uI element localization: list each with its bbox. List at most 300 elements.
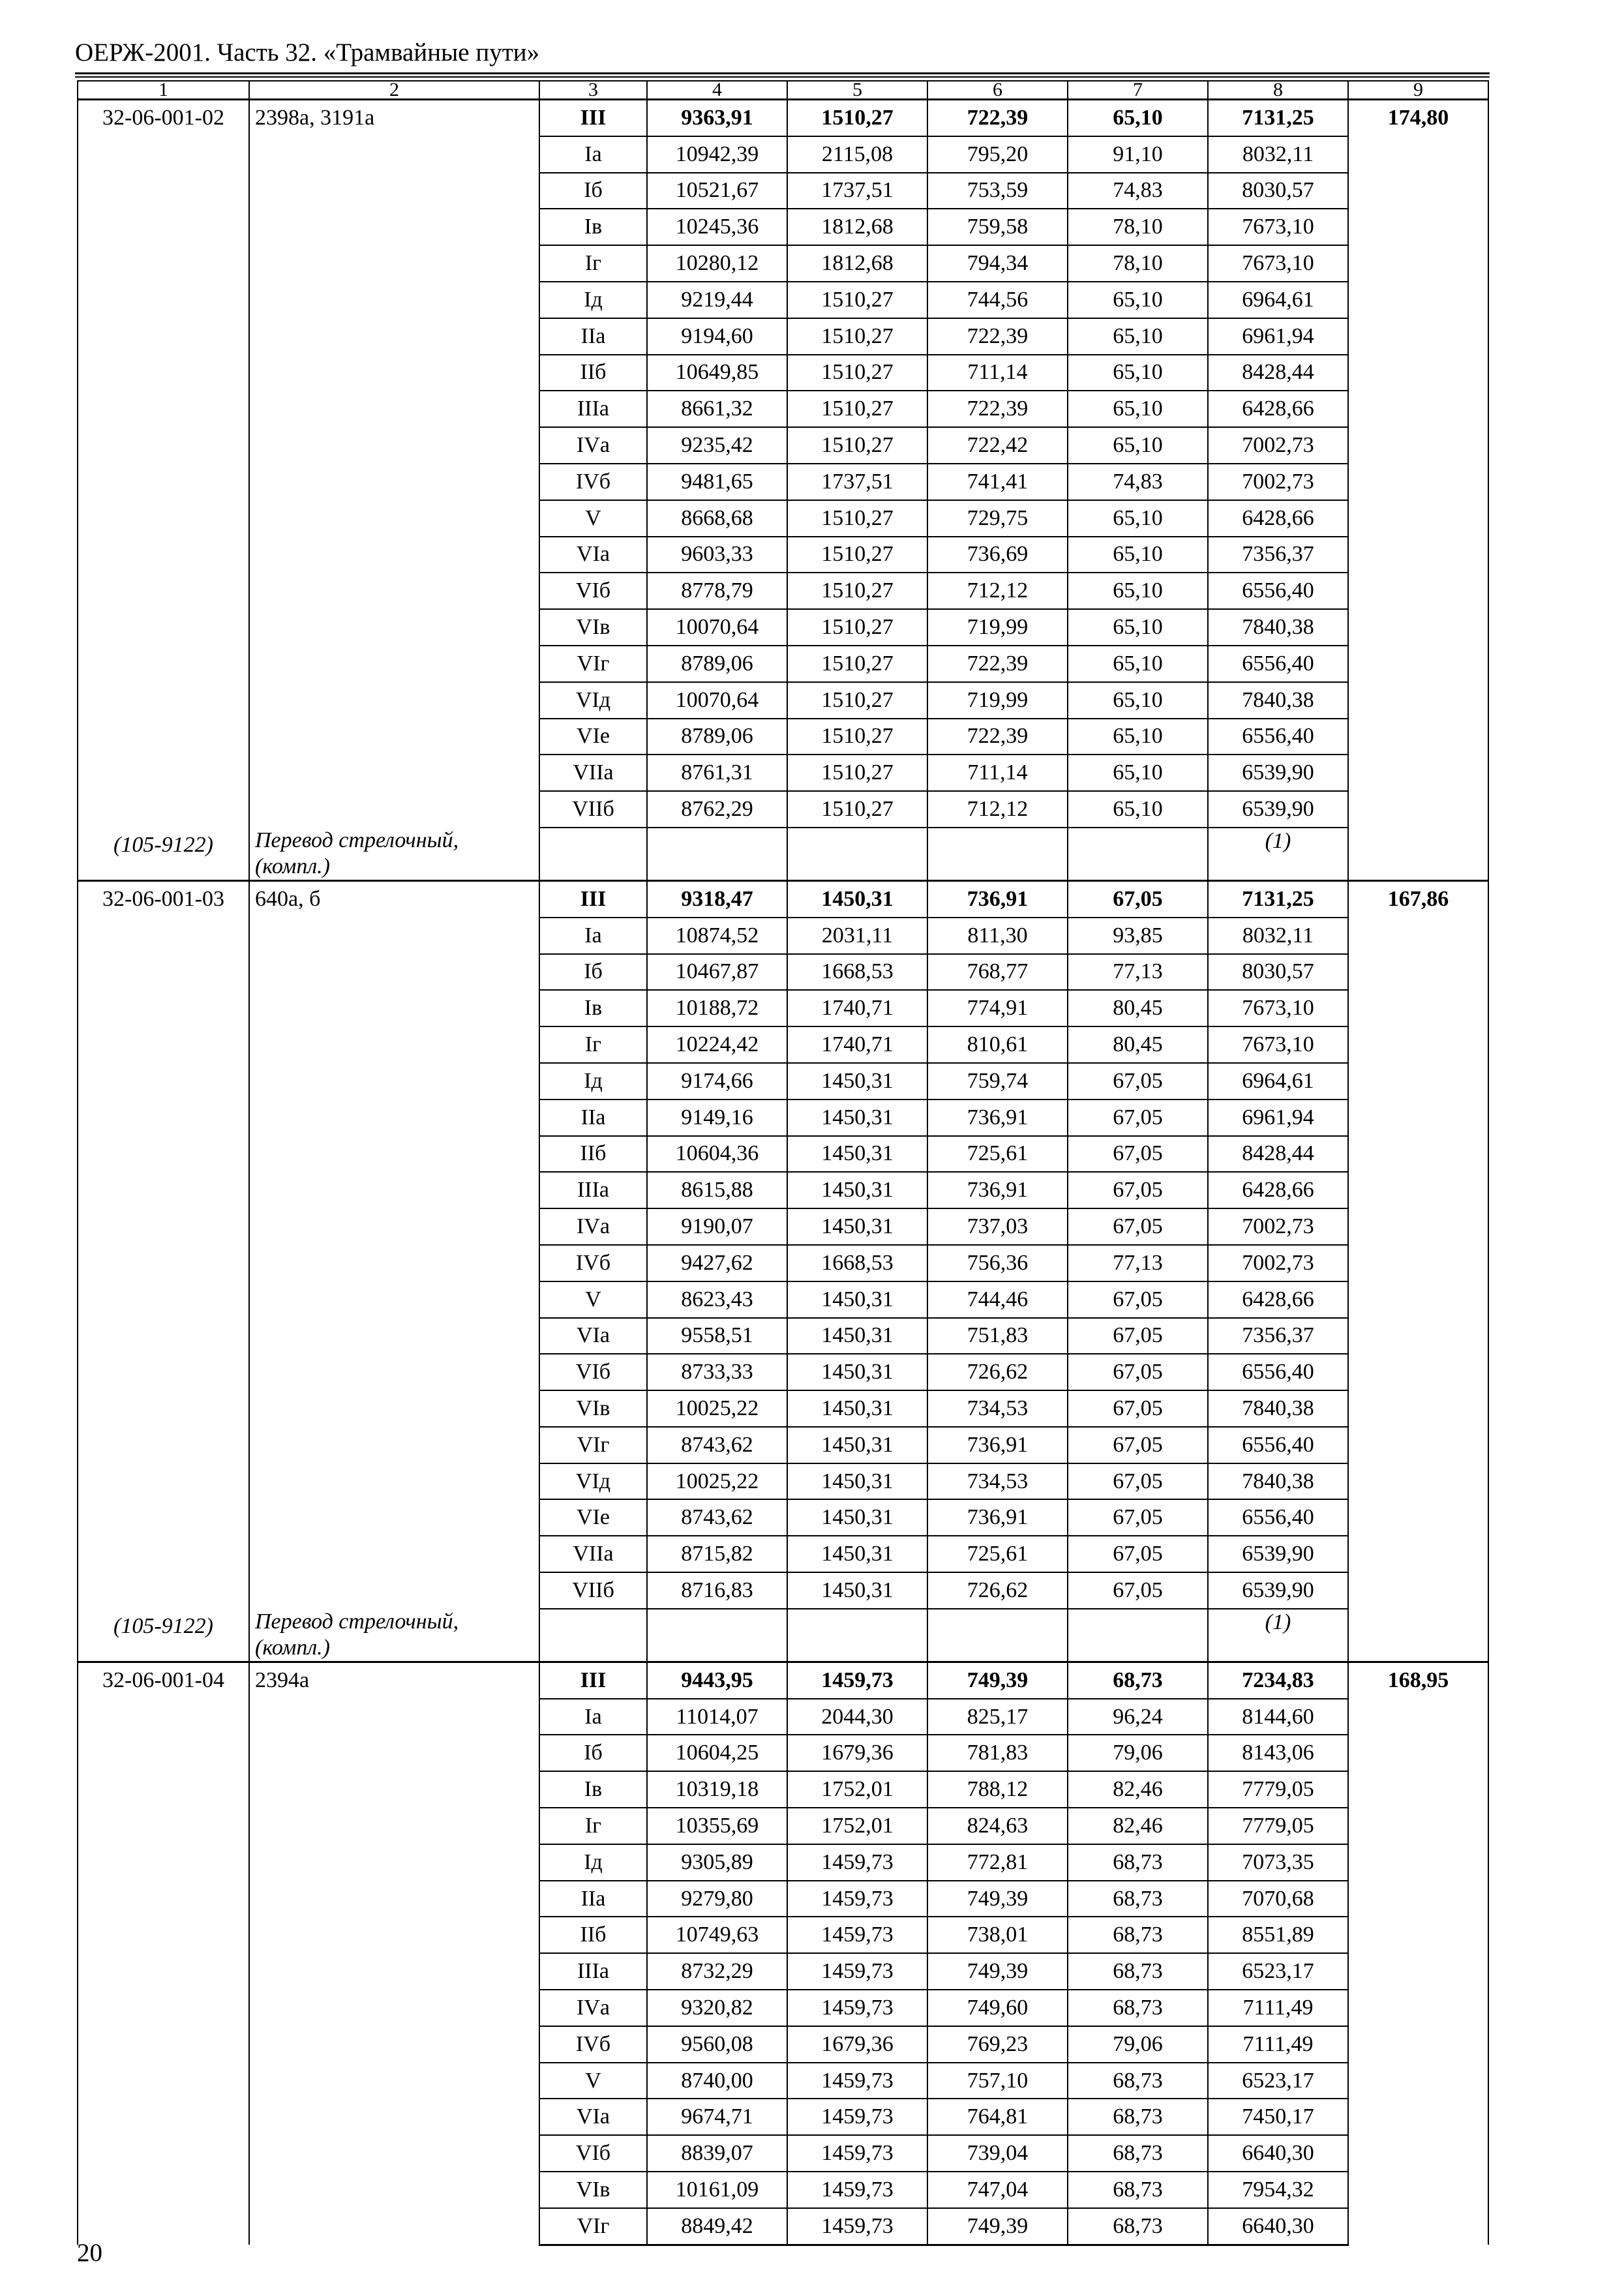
value-cell: 67,05 xyxy=(1068,1136,1208,1173)
value-cell: 67,05 xyxy=(1068,1572,1208,1609)
region-code-cell: IIIа xyxy=(539,391,647,427)
rate-name: 2394а xyxy=(249,1662,539,2245)
value-cell: 7954,32 xyxy=(1208,2172,1348,2208)
col-number: 9 xyxy=(1348,81,1488,100)
region-code-cell: Iв xyxy=(539,209,647,245)
value-cell: 1668,53 xyxy=(787,954,927,991)
value-cell: 65,10 xyxy=(1068,355,1208,391)
value-cell: 6539,90 xyxy=(1208,755,1348,791)
value-cell: 8428,44 xyxy=(1208,1136,1348,1173)
value-cell: 736,91 xyxy=(927,1172,1068,1208)
region-code-cell: Iд xyxy=(539,1063,647,1100)
value-cell: 67,05 xyxy=(1068,1172,1208,1208)
value-cell: 769,23 xyxy=(927,2026,1068,2063)
value-cell: 7840,38 xyxy=(1208,1463,1348,1500)
col-number: 3 xyxy=(539,81,647,100)
value-cell: 9674,71 xyxy=(647,2099,787,2135)
value-cell: 65,10 xyxy=(1068,537,1208,573)
value-cell: 68,73 xyxy=(1068,1662,1208,1698)
value-cell: 68,73 xyxy=(1068,1844,1208,1881)
value-cell: 8743,62 xyxy=(647,1499,787,1536)
value-cell: 719,99 xyxy=(927,609,1068,646)
value-cell: 737,03 xyxy=(927,1208,1068,1245)
value-cell: 9219,44 xyxy=(647,282,787,318)
value-cell: 7002,73 xyxy=(1208,464,1348,500)
value-cell: 7002,73 xyxy=(1208,1208,1348,1245)
value-cell: 65,10 xyxy=(1068,100,1208,136)
col-number: 4 xyxy=(647,81,787,100)
region-code-cell: Iг xyxy=(539,1026,647,1063)
value-cell: 9320,82 xyxy=(647,1990,787,2026)
region-code-cell: VIг xyxy=(539,1427,647,1463)
value-cell: 756,36 xyxy=(927,1245,1068,1281)
col-number: 1 xyxy=(78,81,249,100)
value-cell: 7673,10 xyxy=(1208,990,1348,1026)
value-cell: 6539,90 xyxy=(1208,1572,1348,1609)
value-cell: 810,61 xyxy=(927,1026,1068,1063)
component-quantity: (1) xyxy=(1208,828,1348,881)
value-cell: 8732,29 xyxy=(647,1953,787,1990)
value-cell: 10224,42 xyxy=(647,1026,787,1063)
value-cell: 1450,31 xyxy=(787,1536,927,1572)
value-cell: 722,39 xyxy=(927,646,1068,682)
value-cell: 67,05 xyxy=(1068,1427,1208,1463)
value-cell: 67,05 xyxy=(1068,1281,1208,1318)
value-cell: 8030,57 xyxy=(1208,173,1348,209)
value-cell: 768,77 xyxy=(927,954,1068,991)
value-cell: 8715,82 xyxy=(647,1536,787,1572)
value-cell: 825,17 xyxy=(927,1699,1068,1735)
value-cell: 8778,79 xyxy=(647,573,787,609)
value-cell: 9603,33 xyxy=(647,537,787,573)
region-code-cell: VIа xyxy=(539,2099,647,2135)
region-code-cell: VIб xyxy=(539,2135,647,2172)
value-cell: 1510,27 xyxy=(787,537,927,573)
value-cell: 7779,05 xyxy=(1208,1771,1348,1808)
value-cell: 712,12 xyxy=(927,791,1068,828)
region-code-cell: Iв xyxy=(539,990,647,1026)
value-cell: 10355,69 xyxy=(647,1808,787,1844)
value-cell: 1510,27 xyxy=(787,609,927,646)
value-cell: 7673,10 xyxy=(1208,1026,1348,1063)
value-cell: 9363,91 xyxy=(647,100,787,136)
value-cell: 79,06 xyxy=(1068,1735,1208,1771)
value-cell: 824,63 xyxy=(927,1808,1068,1844)
rate-code: 32-06-001-02 xyxy=(78,100,249,828)
value-cell: 741,41 xyxy=(927,464,1068,500)
value-cell: 6539,90 xyxy=(1208,791,1348,828)
value-cell: 7131,25 xyxy=(1208,100,1348,136)
value-cell: 739,04 xyxy=(927,2135,1068,2172)
rate-code: 32-06-001-04 xyxy=(78,1662,249,2245)
value-cell: 7002,73 xyxy=(1208,427,1348,464)
region-code-cell: VIа xyxy=(539,537,647,573)
value-cell: 6640,30 xyxy=(1208,2135,1348,2172)
region-code-cell: VIб xyxy=(539,1354,647,1390)
value-cell: 10188,72 xyxy=(647,990,787,1026)
value-cell: 1450,31 xyxy=(787,1136,927,1173)
component-name: Перевод стрелочный, (компл.) xyxy=(249,1609,539,1662)
value-cell: 6523,17 xyxy=(1208,2063,1348,2099)
value-cell: 67,05 xyxy=(1068,1463,1208,1500)
region-code-cell: VIIб xyxy=(539,791,647,828)
empty-cell xyxy=(539,828,647,881)
empty-cell xyxy=(647,828,787,881)
value-cell: 93,85 xyxy=(1068,918,1208,954)
value-cell: 10874,52 xyxy=(647,918,787,954)
value-cell: 1740,71 xyxy=(787,1026,927,1063)
value-cell: 67,05 xyxy=(1068,1318,1208,1354)
value-cell: 10942,39 xyxy=(647,136,787,173)
value-cell: 68,73 xyxy=(1068,1990,1208,2026)
value-cell: 10161,09 xyxy=(647,2172,787,2208)
value-cell: 1450,31 xyxy=(787,1390,927,1427)
value-cell: 712,12 xyxy=(927,573,1068,609)
value-cell: 722,42 xyxy=(927,427,1068,464)
value-cell: 736,69 xyxy=(927,537,1068,573)
value-cell: 67,05 xyxy=(1068,1536,1208,1572)
region-code-cell: VIIб xyxy=(539,1572,647,1609)
value-cell: 1510,27 xyxy=(787,391,927,427)
value-cell: 8716,83 xyxy=(647,1572,787,1609)
region-code-cell: IVб xyxy=(539,464,647,500)
value-cell: 6523,17 xyxy=(1208,1953,1348,1990)
value-cell: 7840,38 xyxy=(1208,609,1348,646)
value-cell: 6556,40 xyxy=(1208,573,1348,609)
value-cell: 6961,94 xyxy=(1208,1100,1348,1136)
region-code-cell: VIб xyxy=(539,573,647,609)
value-cell: 67,05 xyxy=(1068,1354,1208,1390)
value-cell: 726,62 xyxy=(927,1572,1068,1609)
value-cell: 722,39 xyxy=(927,318,1068,355)
value-cell: 8428,44 xyxy=(1208,355,1348,391)
value-cell: 719,99 xyxy=(927,682,1068,719)
value-cell: 725,61 xyxy=(927,1536,1068,1572)
value-cell: 7234,83 xyxy=(1208,1662,1348,1698)
value-cell: 751,83 xyxy=(927,1318,1068,1354)
value-cell: 65,10 xyxy=(1068,609,1208,646)
value-cell: 747,04 xyxy=(927,2172,1068,2208)
empty-cell xyxy=(927,828,1068,881)
value-cell: 1459,73 xyxy=(787,2063,927,2099)
value-cell: 68,73 xyxy=(1068,1953,1208,1990)
region-code-cell: IVб xyxy=(539,1245,647,1281)
value-cell: 795,20 xyxy=(927,136,1068,173)
value-cell: 68,73 xyxy=(1068,2063,1208,2099)
region-code-cell: Iг xyxy=(539,1808,647,1844)
value-cell: 6640,30 xyxy=(1208,2208,1348,2245)
value-cell: 7131,25 xyxy=(1208,880,1348,917)
value-cell: 749,60 xyxy=(927,1990,1068,2026)
region-code-cell: IIа xyxy=(539,1881,647,1917)
header-rule xyxy=(75,72,1490,74)
value-cell: 9318,47 xyxy=(647,880,787,917)
value-cell: 726,62 xyxy=(927,1354,1068,1390)
value-cell: 1740,71 xyxy=(787,990,927,1026)
value-cell: 1450,31 xyxy=(787,880,927,917)
value-cell: 74,83 xyxy=(1068,464,1208,500)
value-cell: 7356,37 xyxy=(1208,537,1348,573)
value-cell: 1459,73 xyxy=(787,2208,927,2245)
value-cell: 65,10 xyxy=(1068,682,1208,719)
value-cell: 65,10 xyxy=(1068,282,1208,318)
empty-cell xyxy=(787,828,927,881)
value-cell: 6964,61 xyxy=(1208,282,1348,318)
value-cell: 9443,95 xyxy=(647,1662,787,1698)
value-cell: 736,91 xyxy=(927,1100,1068,1136)
region-code-cell: Iб xyxy=(539,954,647,991)
region-code-cell: IIIа xyxy=(539,1953,647,1990)
value-cell: 2031,11 xyxy=(787,918,927,954)
value-cell: 1459,73 xyxy=(787,2172,927,2208)
value-cell: 10245,36 xyxy=(647,209,787,245)
region-code-cell: VIг xyxy=(539,2208,647,2245)
region-code-cell: Iд xyxy=(539,282,647,318)
col-number: 5 xyxy=(787,81,927,100)
region-code-cell: Iв xyxy=(539,1771,647,1808)
value-cell: 8762,29 xyxy=(647,791,787,828)
col-number: 2 xyxy=(249,81,539,100)
value-cell: 10604,36 xyxy=(647,1136,787,1173)
value-cell: 1679,36 xyxy=(787,1735,927,1771)
value-cell: 711,14 xyxy=(927,755,1068,791)
value-cell: 65,10 xyxy=(1068,500,1208,537)
value-cell: 10604,25 xyxy=(647,1735,787,1771)
value-cell: 8789,06 xyxy=(647,646,787,682)
value-cell: 65,10 xyxy=(1068,318,1208,355)
value-cell: 734,53 xyxy=(927,1463,1068,1500)
component-row xyxy=(78,1609,1488,1662)
value-cell: 9174,66 xyxy=(647,1063,787,1100)
region-code-cell: IIб xyxy=(539,1917,647,1953)
value-cell: 8143,06 xyxy=(1208,1735,1348,1771)
region-code-cell: V xyxy=(539,500,647,537)
value-cell: 811,30 xyxy=(927,918,1068,954)
value-cell: 6556,40 xyxy=(1208,1427,1348,1463)
empty-cell xyxy=(787,1609,927,1662)
region-code-cell: III xyxy=(539,880,647,917)
region-code-cell: Iа xyxy=(539,1699,647,1735)
component-code: (105-9122) xyxy=(78,1609,249,1662)
value-cell: 1459,73 xyxy=(787,1881,927,1917)
value-cell: 67,05 xyxy=(1068,880,1208,917)
value-cell: 744,56 xyxy=(927,282,1068,318)
region-code-cell: VIд xyxy=(539,1463,647,1500)
region-code-cell: VIе xyxy=(539,1499,647,1536)
empty-cell xyxy=(1068,828,1208,881)
value-cell: 1510,27 xyxy=(787,755,927,791)
component-quantity: (1) xyxy=(1208,1609,1348,1662)
value-cell: 1510,27 xyxy=(787,573,927,609)
value-cell: 8849,42 xyxy=(647,2208,787,2245)
value-cell: 1668,53 xyxy=(787,1245,927,1281)
value-cell: 1450,31 xyxy=(787,1499,927,1536)
region-code-cell: VIв xyxy=(539,609,647,646)
value-cell: 10025,22 xyxy=(647,1390,787,1427)
value-cell: 734,53 xyxy=(927,1390,1068,1427)
component-name: Перевод стрелочный, (компл.) xyxy=(249,828,539,881)
value-cell: 68,73 xyxy=(1068,2099,1208,2135)
value-cell: 8761,31 xyxy=(647,755,787,791)
value-cell: 1812,68 xyxy=(787,245,927,282)
region-code-cell: IIIа xyxy=(539,1172,647,1208)
value-cell: 1459,73 xyxy=(787,1990,927,2026)
value-cell: 1450,31 xyxy=(787,1063,927,1100)
value-cell: 2115,08 xyxy=(787,136,927,173)
value-cell: 82,46 xyxy=(1068,1808,1208,1844)
value-cell: 8740,00 xyxy=(647,2063,787,2099)
col-number: 8 xyxy=(1208,81,1348,100)
value-cell: 77,13 xyxy=(1068,954,1208,991)
value-cell: 749,39 xyxy=(927,1662,1068,1698)
value-cell: 9427,62 xyxy=(647,1245,787,1281)
value-cell: 6556,40 xyxy=(1208,1354,1348,1390)
region-code-cell: IVа xyxy=(539,427,647,464)
value-cell: 8839,07 xyxy=(647,2135,787,2172)
value-cell: 65,10 xyxy=(1068,427,1208,464)
value-cell: 774,91 xyxy=(927,990,1068,1026)
value-cell: 1510,27 xyxy=(787,791,927,828)
value-cell: 1737,51 xyxy=(787,464,927,500)
value-cell: 65,10 xyxy=(1068,791,1208,828)
value-cell: 725,61 xyxy=(927,1136,1068,1173)
value-cell: 1450,31 xyxy=(787,1572,927,1609)
value-cell: 8032,11 xyxy=(1208,136,1348,173)
value-cell: 6539,90 xyxy=(1208,1536,1348,1572)
value-cell: 759,74 xyxy=(927,1063,1068,1100)
region-code-cell: IVа xyxy=(539,1208,647,1245)
value-cell: 749,39 xyxy=(927,1881,1068,1917)
region-code-cell: IIб xyxy=(539,355,647,391)
region-code-cell: III xyxy=(539,1662,647,1698)
value-cell: 1510,27 xyxy=(787,500,927,537)
table-row xyxy=(78,1662,1488,1698)
value-cell: 9194,60 xyxy=(647,318,787,355)
region-code-cell: VIа xyxy=(539,1318,647,1354)
region-code-cell: Iб xyxy=(539,173,647,209)
value-cell: 1450,31 xyxy=(787,1318,927,1354)
value-cell: 1459,73 xyxy=(787,1662,927,1698)
value-cell: 722,39 xyxy=(927,100,1068,136)
value-cell: 68,73 xyxy=(1068,2135,1208,2172)
component-row xyxy=(78,828,1488,881)
value-cell: 79,06 xyxy=(1068,2026,1208,2063)
value-cell: 1752,01 xyxy=(787,1771,927,1808)
value-cell: 10319,18 xyxy=(647,1771,787,1808)
value-cell: 1510,27 xyxy=(787,100,927,136)
value-cell: 6428,66 xyxy=(1208,1281,1348,1318)
value-cell: 7450,17 xyxy=(1208,2099,1348,2135)
header-rule-thin xyxy=(75,76,1490,78)
labor-cost-cell: 168,95 xyxy=(1348,1662,1488,2245)
value-cell: 1510,27 xyxy=(787,427,927,464)
value-cell: 2044,30 xyxy=(787,1699,927,1735)
value-cell: 91,10 xyxy=(1068,136,1208,173)
rates-table xyxy=(77,80,1489,2246)
value-cell: 80,45 xyxy=(1068,990,1208,1026)
value-cell: 10280,12 xyxy=(647,245,787,282)
value-cell: 736,91 xyxy=(927,1499,1068,1536)
value-cell: 1450,31 xyxy=(787,1208,927,1245)
region-code-cell: IIа xyxy=(539,318,647,355)
labor-cost-cell: 167,86 xyxy=(1348,880,1488,1662)
value-cell: 1450,31 xyxy=(787,1354,927,1390)
rate-code: 32-06-001-03 xyxy=(78,880,249,1608)
value-cell: 1510,27 xyxy=(787,646,927,682)
value-cell: 9190,07 xyxy=(647,1208,787,1245)
component-code: (105-9122) xyxy=(78,828,249,881)
value-cell: 1510,27 xyxy=(787,282,927,318)
value-cell: 6428,66 xyxy=(1208,391,1348,427)
value-cell: 1812,68 xyxy=(787,209,927,245)
value-cell: 9560,08 xyxy=(647,2026,787,2063)
value-cell: 8144,60 xyxy=(1208,1699,1348,1735)
region-code-cell: VIв xyxy=(539,2172,647,2208)
value-cell: 68,73 xyxy=(1068,2172,1208,2208)
value-cell: 78,10 xyxy=(1068,209,1208,245)
value-cell: 9235,42 xyxy=(647,427,787,464)
value-cell: 6556,40 xyxy=(1208,646,1348,682)
value-cell: 6556,40 xyxy=(1208,719,1348,755)
value-cell: 7673,10 xyxy=(1208,209,1348,245)
value-cell: 1737,51 xyxy=(787,173,927,209)
value-cell: 1450,31 xyxy=(787,1427,927,1463)
value-cell: 65,10 xyxy=(1068,719,1208,755)
value-cell: 67,05 xyxy=(1068,1063,1208,1100)
value-cell: 11014,07 xyxy=(647,1699,787,1735)
value-cell: 1679,36 xyxy=(787,2026,927,2063)
value-cell: 8551,89 xyxy=(1208,1917,1348,1953)
region-code-cell: VIе xyxy=(539,719,647,755)
column-number-row xyxy=(78,81,1488,100)
value-cell: 1510,27 xyxy=(787,682,927,719)
value-cell: 1450,31 xyxy=(787,1172,927,1208)
page-number: 20 xyxy=(77,2239,102,2267)
region-code-cell: IIб xyxy=(539,1136,647,1173)
value-cell: 68,73 xyxy=(1068,1881,1208,1917)
value-cell: 8789,06 xyxy=(647,719,787,755)
value-cell: 7840,38 xyxy=(1208,1390,1348,1427)
region-code-cell: VIIа xyxy=(539,1536,647,1572)
value-cell: 10070,64 xyxy=(647,682,787,719)
region-code-cell: Iг xyxy=(539,245,647,282)
empty-cell xyxy=(647,1609,787,1662)
value-cell: 8032,11 xyxy=(1208,918,1348,954)
col-number: 6 xyxy=(927,81,1068,100)
page-header-title: ОЕРЖ-2001. Часть 32. «Трамвайные пути» xyxy=(75,38,540,67)
col-number: 7 xyxy=(1068,81,1208,100)
value-cell: 82,46 xyxy=(1068,1771,1208,1808)
region-code-cell: V xyxy=(539,1281,647,1318)
value-cell: 7111,49 xyxy=(1208,1990,1348,2026)
value-cell: 753,59 xyxy=(927,173,1068,209)
value-cell: 6556,40 xyxy=(1208,1499,1348,1536)
value-cell: 7356,37 xyxy=(1208,1318,1348,1354)
value-cell: 1510,27 xyxy=(787,355,927,391)
value-cell: 8668,68 xyxy=(647,500,787,537)
value-cell: 10521,67 xyxy=(647,173,787,209)
region-code-cell: V xyxy=(539,2063,647,2099)
value-cell: 7002,73 xyxy=(1208,1245,1348,1281)
value-cell: 1450,31 xyxy=(787,1100,927,1136)
value-cell: 65,10 xyxy=(1068,646,1208,682)
value-cell: 65,10 xyxy=(1068,391,1208,427)
region-code-cell: Iб xyxy=(539,1735,647,1771)
region-code-cell: IVа xyxy=(539,1990,647,2026)
value-cell: 96,24 xyxy=(1068,1699,1208,1735)
empty-cell xyxy=(1068,1609,1208,1662)
value-cell: 8030,57 xyxy=(1208,954,1348,991)
